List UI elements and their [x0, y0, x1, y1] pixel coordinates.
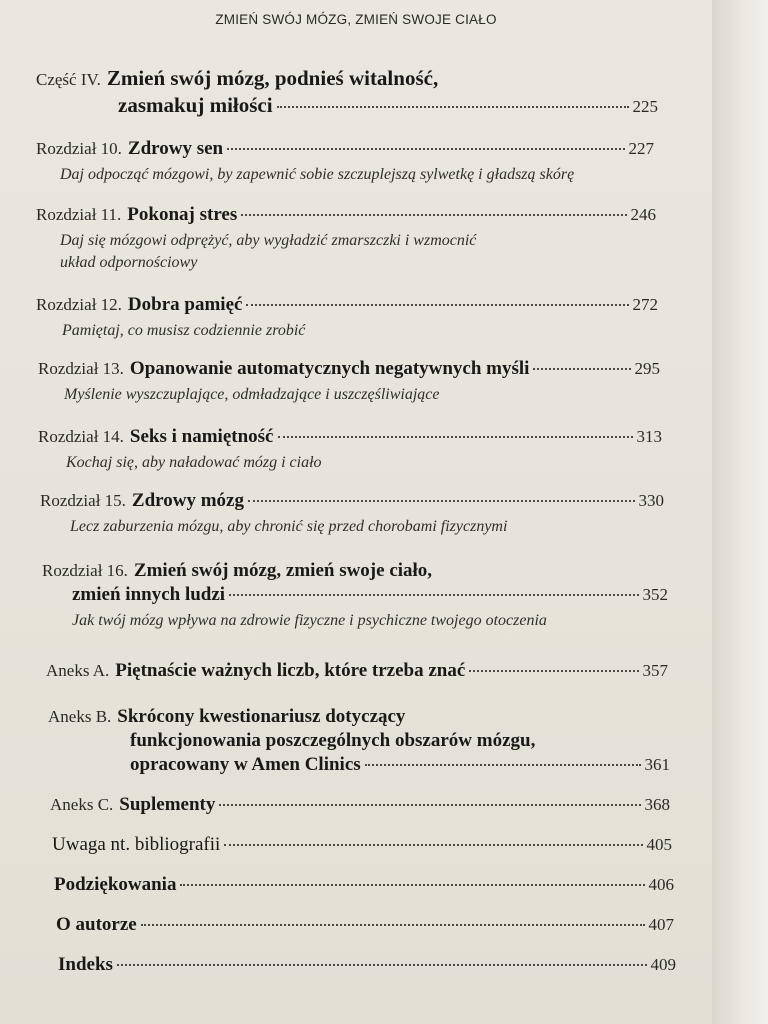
toc-page-number: 246	[630, 205, 656, 224]
toc-entry-bibliography	[52, 834, 672, 856]
toc-subtitle: Kochaj się, aby naładować mózg i ciało	[66, 454, 322, 471]
toc-title: Uwaga nt. bibliografii	[52, 834, 221, 855]
toc-entry-acknowledgements	[54, 874, 674, 896]
dot-leader	[365, 763, 641, 766]
toc-title-cont: zmień innych ludzi	[72, 584, 226, 605]
toc-title: Seks i namiętność	[129, 426, 274, 447]
toc-page-number: 330	[638, 491, 664, 510]
toc-page-number: 361	[644, 755, 670, 774]
dot-leader	[117, 963, 647, 966]
toc-entry-ch10	[36, 138, 654, 184]
next-page-edge	[712, 0, 768, 1024]
toc-label: Rozdział 10.	[36, 139, 122, 158]
toc-page-number: 225	[632, 97, 658, 116]
toc-title: Zdrowy sen	[127, 138, 224, 159]
dot-leader	[248, 499, 635, 502]
dot-leader	[533, 367, 630, 370]
toc-page-number: 295	[634, 359, 660, 378]
dot-leader	[141, 923, 645, 926]
toc-subtitle: Daj się mózgowi odprężyć, aby wygładzić zmarszczki i wzmocnić	[60, 232, 477, 249]
toc-title: Opanowanie automatycznych negatywnych myśli	[129, 358, 530, 379]
dot-leader	[219, 803, 640, 806]
toc-label: Rozdział 14.	[38, 427, 124, 446]
toc-label: Część IV.	[36, 70, 101, 89]
toc-entry-part4	[36, 66, 658, 118]
toc-entry-ch12	[36, 294, 658, 340]
toc-title: Dobra pamięć	[127, 294, 243, 315]
toc-subtitle: Pamiętaj, co musisz codziennie zrobić	[62, 322, 306, 339]
toc-page-number: 406	[648, 875, 674, 894]
dot-leader	[246, 303, 628, 306]
dot-leader	[469, 669, 638, 672]
toc-subtitle: Myślenie wyszczuplające, odmładzające i uszczęśliwiające	[64, 386, 440, 403]
dot-leader	[229, 593, 638, 596]
toc-title-cont: opracowany w Amen Clinics	[130, 754, 361, 775]
toc-subtitle-cont: układ odpornościowy	[60, 254, 198, 271]
toc-page-number: 409	[650, 955, 676, 974]
dot-leader	[277, 105, 629, 108]
toc-label: Rozdział 13.	[38, 359, 124, 378]
toc-page-number: 352	[642, 585, 668, 604]
dot-leader	[224, 843, 642, 846]
toc-entry-ch13	[38, 358, 660, 404]
toc-subtitle: Jak twój mózg wpływa na zdrowie fizyczne i psychiczne twojego otoczenia	[72, 612, 547, 629]
toc-entry-annex-c	[50, 794, 670, 816]
toc-page-number: 405	[646, 835, 672, 854]
toc-subtitle: Lecz zaburzenia mózgu, aby chronić się przed chorobami fizycznymi	[70, 518, 508, 535]
toc-entry-annex-b	[48, 706, 670, 776]
toc-label: Aneks A.	[46, 661, 110, 680]
toc-entry-ch14	[38, 426, 662, 472]
toc-page-number: 407	[648, 915, 674, 934]
toc-page-number: 313	[636, 427, 662, 446]
toc-title: Zdrowy mózg	[131, 490, 244, 511]
toc-entry-ch16	[42, 560, 668, 630]
toc-label: Aneks B.	[48, 707, 112, 726]
toc-page-number: 227	[628, 139, 654, 158]
running-head: ZMIEŃ SWÓJ MÓZG, ZMIEŃ SWOJE CIAŁO	[215, 12, 497, 27]
toc-title: Piętnaście ważnych liczb, które trzeba znać	[115, 660, 466, 681]
toc-entry-ch15	[40, 490, 664, 536]
toc-entry-index	[58, 954, 676, 976]
toc-label: Rozdział 11.	[36, 205, 122, 224]
toc-label: Aneks C.	[50, 795, 114, 814]
toc-title: Pokonaj stres	[127, 204, 238, 225]
toc-title-cont: funkcjonowania poszczególnych obszarów mózgu,	[130, 730, 536, 751]
toc-title: Indeks	[58, 954, 113, 975]
toc-page-number: 357	[642, 661, 668, 680]
toc-title-cont: zasmakuj miłości	[118, 93, 273, 117]
toc-title: Podziękowania	[54, 874, 177, 895]
toc-title: Skrócony kwestionariusz dotyczący	[117, 706, 406, 727]
toc-label: Rozdział 16.	[42, 561, 128, 580]
toc-title: O autorze	[56, 914, 137, 935]
toc-entry-annex-a	[46, 660, 668, 682]
toc-entry-about-author	[56, 914, 674, 936]
toc-title: Zmień swój mózg, zmień swoje ciało,	[133, 560, 433, 581]
toc-title: Zmień swój mózg, podnieś witalność,	[106, 66, 439, 90]
dot-leader	[180, 883, 644, 886]
dot-leader	[227, 147, 624, 150]
toc-title: Suplementy	[119, 794, 216, 815]
dot-leader	[241, 213, 626, 216]
toc-entry-ch11	[36, 204, 656, 272]
toc-subtitle: Daj odpocząć mózgowi, by zapewnić sobie szczuplejszą sylwetkę i gładszą skórę	[60, 166, 575, 183]
toc-label: Rozdział 15.	[40, 491, 126, 510]
toc-page-number: 272	[632, 295, 658, 314]
dot-leader	[278, 435, 633, 438]
toc-page-number: 368	[644, 795, 670, 814]
toc-label: Rozdział 12.	[36, 295, 122, 314]
